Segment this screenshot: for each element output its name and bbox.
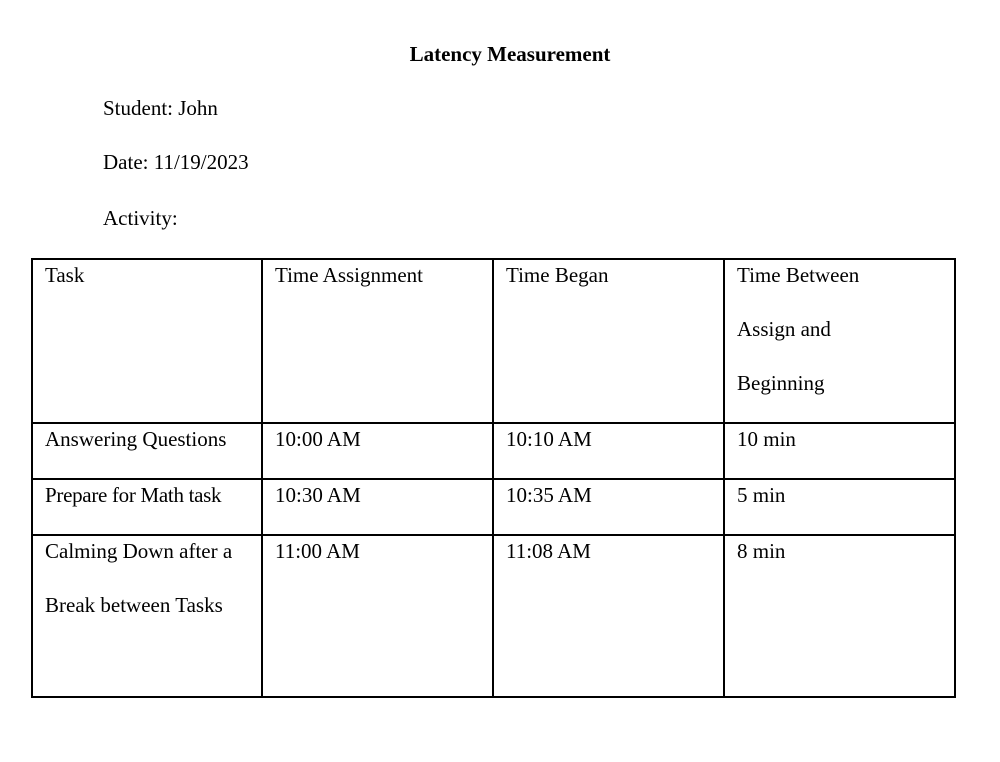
- table-header-row: [32, 259, 955, 423]
- header-text: Time Began: [506, 263, 609, 287]
- table-cell: [262, 535, 493, 697]
- date-line: Date: 11/19/2023: [103, 150, 249, 174]
- header-cell-time-began: [493, 259, 724, 423]
- student-line: Student: John: [103, 96, 218, 120]
- header-cell-time-between: [724, 259, 955, 423]
- activity-line: Activity:: [103, 206, 178, 230]
- header-text: Time Between Assign and Beginning: [737, 263, 860, 395]
- cell-text: 10:00 AM: [275, 427, 361, 451]
- document-title: Latency Measurement: [409, 42, 611, 66]
- cell-text: 11:00 AM: [275, 539, 360, 563]
- cell-text: 10:30 AM: [275, 483, 361, 507]
- header-text: Task: [45, 263, 85, 287]
- cell-text: 8 min: [737, 539, 786, 563]
- cell-text: Calming Down after a Break between Tasks: [45, 539, 233, 617]
- cell-text: 11:08 AM: [506, 539, 591, 563]
- header-cell-task: [32, 259, 262, 423]
- cell-text: 10 min: [737, 427, 796, 451]
- table-cell: [493, 535, 724, 697]
- header-text: Time Assignment: [275, 263, 424, 287]
- cell-text: Answering Questions: [45, 427, 227, 451]
- table-cell: [724, 535, 955, 697]
- table-row: [32, 535, 955, 697]
- header-cell-time-assignment: [262, 259, 493, 423]
- cell-text: 5 min: [737, 483, 786, 507]
- latency-table: [31, 258, 956, 698]
- cell-text: 10:35 AM: [506, 483, 592, 507]
- table-cell: [32, 535, 262, 697]
- cell-text: 10:10 AM: [506, 427, 592, 451]
- cell-text: Prepare for Math task: [45, 483, 222, 507]
